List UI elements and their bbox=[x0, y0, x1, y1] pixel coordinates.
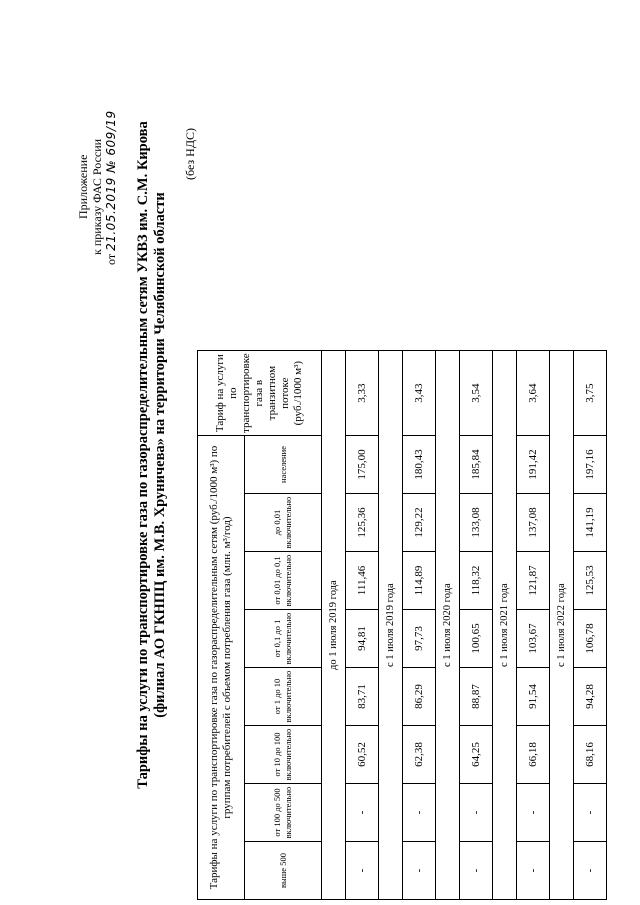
column-header: население bbox=[245, 436, 322, 494]
tariff-value: 66,18 bbox=[517, 726, 550, 784]
tariff-value: 94,81 bbox=[346, 610, 379, 668]
tariff-value: 141,19 bbox=[574, 494, 607, 552]
period-row bbox=[322, 351, 346, 900]
tariff-value: 83,71 bbox=[346, 668, 379, 726]
tariff-value: - bbox=[574, 784, 607, 842]
period-row bbox=[379, 351, 403, 900]
period-row bbox=[550, 351, 574, 900]
tariff-value: - bbox=[460, 784, 493, 842]
tariff-value: 133,08 bbox=[460, 494, 493, 552]
tariff-table bbox=[197, 350, 607, 900]
tariff-value: 88,87 bbox=[460, 668, 493, 726]
tariff-value: 114,89 bbox=[403, 552, 436, 610]
tariff-value: 175,00 bbox=[346, 436, 379, 494]
tariff-value: 91,54 bbox=[517, 668, 550, 726]
column-header: выше 500 bbox=[245, 842, 322, 900]
tariff-value: 118,32 bbox=[460, 552, 493, 610]
tariff-value: 94,28 bbox=[574, 668, 607, 726]
tariff-value: 3,33 bbox=[346, 351, 379, 436]
appendix-header bbox=[76, 65, 118, 265]
tariff-value: - bbox=[403, 842, 436, 900]
tariff-value: 86,29 bbox=[403, 668, 436, 726]
tariff-value: - bbox=[346, 842, 379, 900]
tariff-value: 64,25 bbox=[460, 726, 493, 784]
tariff-value: 180,43 bbox=[403, 436, 436, 494]
column-header: от 0,1 до 1 включительно bbox=[245, 610, 322, 668]
table-row bbox=[574, 351, 607, 900]
tariff-value: 68,16 bbox=[574, 726, 607, 784]
period-row bbox=[493, 351, 517, 900]
tariff-value: 103,67 bbox=[517, 610, 550, 668]
tariff-value: - bbox=[574, 842, 607, 900]
tariff-value: 3,64 bbox=[517, 351, 550, 436]
period-label: с 1 июля 2020 года bbox=[436, 351, 460, 900]
tariff-value: 125,36 bbox=[346, 494, 379, 552]
tariff-value: - bbox=[403, 784, 436, 842]
order-date-prefix: от bbox=[104, 253, 118, 265]
tariff-value: 3,75 bbox=[574, 351, 607, 436]
period-row bbox=[436, 351, 460, 900]
tariff-value: 129,22 bbox=[403, 494, 436, 552]
tariff-value: - bbox=[517, 784, 550, 842]
appendix-label: Приложение bbox=[76, 154, 90, 219]
column-header: от 0,01 до 0,1 включительно bbox=[245, 552, 322, 610]
column-header: от 10 до 100 включительно bbox=[245, 726, 322, 784]
tariff-value: 60,52 bbox=[346, 726, 379, 784]
column-header: от 1 до 10 включительно bbox=[245, 668, 322, 726]
tariff-value: 100,65 bbox=[460, 610, 493, 668]
tariff-value: 191,42 bbox=[517, 436, 550, 494]
period-label: с 1 июля 2021 года bbox=[493, 351, 517, 900]
tariff-value: 137,08 bbox=[517, 494, 550, 552]
order-date-line bbox=[104, 65, 118, 265]
period-label: с 1 июля 2019 года bbox=[379, 351, 403, 900]
tariff-value: 3,43 bbox=[403, 351, 436, 436]
no-vat-note: (без НДС) bbox=[183, 127, 197, 180]
document-title bbox=[135, 55, 169, 855]
column-header: от 100 до 500 включительно bbox=[245, 784, 322, 842]
tariff-value: 111,46 bbox=[346, 552, 379, 610]
table-row bbox=[403, 351, 436, 900]
tariff-value: - bbox=[517, 842, 550, 900]
handwritten-order-number: 21.05.2019 № 609/19 bbox=[104, 110, 118, 251]
tariff-value: 125,53 bbox=[574, 552, 607, 610]
tariff-value: 97,73 bbox=[403, 610, 436, 668]
table-row bbox=[346, 351, 379, 900]
group-header: Тарифы на услуги по транспортировке газа по газораспределительным сетям (руб./1000 м³) по группам потребителей с объемом потребления газа (млн. м³/год) bbox=[198, 436, 245, 900]
order-reference: к приказу ФАС России bbox=[90, 138, 104, 255]
period-label: с 1 июля 2022 года bbox=[550, 351, 574, 900]
period-label: до 1 июля 2019 года bbox=[322, 351, 346, 900]
table-row bbox=[517, 351, 550, 900]
tariff-value: 3,54 bbox=[460, 351, 493, 436]
tariff-value: 106,78 bbox=[574, 610, 607, 668]
tariff-value: 62,38 bbox=[403, 726, 436, 784]
tariff-value: 197,16 bbox=[574, 436, 607, 494]
tariff-value: - bbox=[346, 784, 379, 842]
title-line-1: Тарифы на услуги по транспортировке газа по газораспределительным сетям УКВЗ им. С.М. Кирова bbox=[135, 121, 151, 789]
column-header: до 0,01 включительно bbox=[245, 494, 322, 552]
title-line-2: (филиал АО ГКНПЦ им. М.В. Хруничева» на территории Челябинской области bbox=[152, 192, 168, 718]
table-row bbox=[460, 351, 493, 900]
tariff-value: - bbox=[460, 842, 493, 900]
tariff-value: 185,84 bbox=[460, 436, 493, 494]
transit-header: Тариф на услуги по транспортировке газа в транзитном потоке (руб./1000 м³) bbox=[198, 351, 322, 436]
tariff-value: 121,87 bbox=[517, 552, 550, 610]
